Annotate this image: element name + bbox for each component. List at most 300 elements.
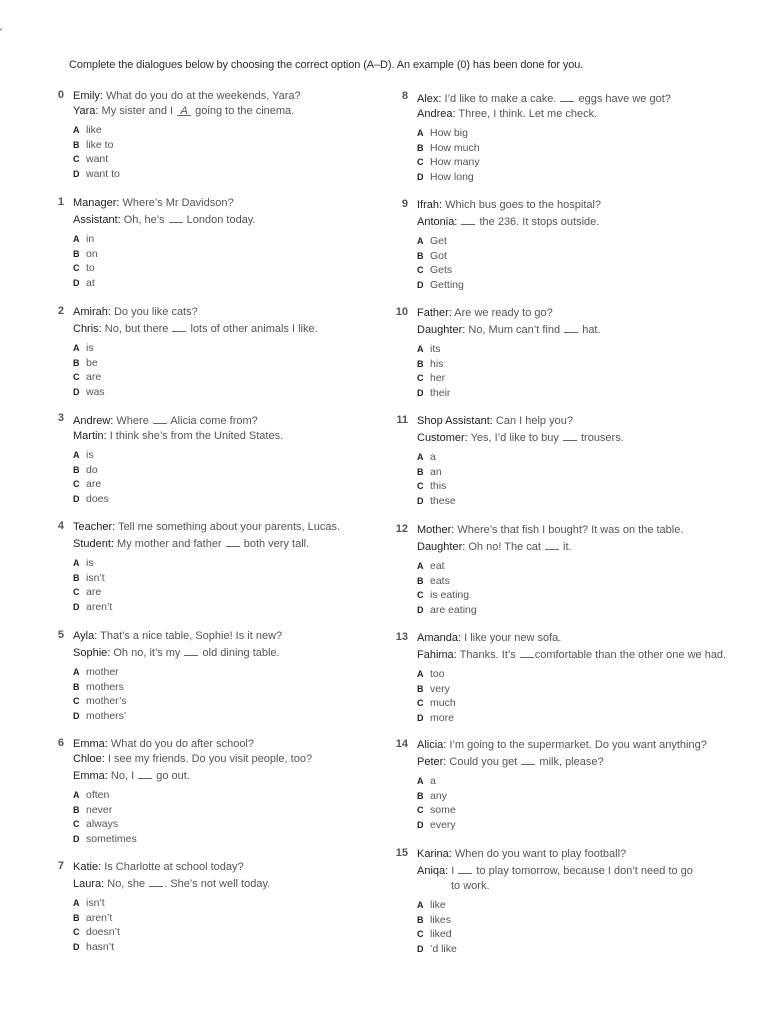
speaker-name: Andrew: bbox=[73, 415, 117, 427]
option-a[interactable] bbox=[417, 898, 693, 913]
dialogue-line bbox=[417, 90, 671, 107]
option-b[interactable] bbox=[73, 247, 256, 262]
dialogue-text: What do you do at the weekends, Yara? bbox=[106, 90, 301, 102]
option-text: is bbox=[86, 342, 94, 354]
option-text: are bbox=[86, 371, 102, 384]
option-a[interactable] bbox=[417, 559, 683, 574]
option-b[interactable] bbox=[417, 789, 707, 804]
dialogue-text: No, I bbox=[110, 770, 138, 782]
option-letter: B bbox=[73, 248, 80, 259]
question-number: 6 bbox=[57, 737, 64, 749]
dialogue-text: No, she bbox=[107, 878, 149, 890]
option-letter: D bbox=[417, 387, 424, 398]
option-text: aren’t bbox=[86, 911, 113, 924]
option-text: their bbox=[430, 386, 451, 399]
option-letter: B bbox=[417, 142, 424, 153]
dialogue-line bbox=[73, 629, 282, 644]
option-text: likes bbox=[430, 913, 452, 926]
option-text: never bbox=[86, 803, 113, 816]
option-c[interactable] bbox=[73, 477, 283, 492]
dialogue-text: old dining table. bbox=[199, 647, 280, 659]
answer-options bbox=[417, 559, 683, 617]
dialogue-text: Where’s Mr Davidson? bbox=[122, 197, 234, 209]
dialogue-line bbox=[73, 860, 270, 875]
question-1 bbox=[52, 196, 256, 290]
dialogue-text: Are we ready to go? bbox=[454, 307, 553, 319]
dialogue-line bbox=[417, 631, 726, 646]
option-text: is eating bbox=[430, 589, 470, 602]
option-text: How much bbox=[430, 141, 480, 154]
option-letter: B bbox=[73, 139, 80, 150]
answer-options bbox=[417, 774, 707, 832]
option-text: doesn’t bbox=[86, 926, 120, 939]
option-c[interactable] bbox=[417, 588, 683, 603]
option-text: do bbox=[86, 463, 98, 476]
speaker-name: Alex: bbox=[417, 93, 445, 105]
option-text: ’d like bbox=[430, 942, 457, 955]
dialogue-text: Which bus goes to the hospital? bbox=[445, 199, 602, 211]
option-text: How big bbox=[430, 127, 468, 139]
dialogue-line bbox=[417, 847, 693, 862]
option-d[interactable] bbox=[417, 818, 707, 833]
option-d[interactable] bbox=[417, 603, 683, 618]
option-letter: D bbox=[417, 712, 424, 723]
option-d[interactable] bbox=[73, 940, 270, 955]
option-d[interactable] bbox=[417, 711, 726, 726]
speaker-name: Teacher: bbox=[73, 521, 119, 533]
option-a[interactable] bbox=[73, 123, 301, 138]
option-a[interactable] bbox=[417, 234, 601, 249]
option-letter: A bbox=[73, 790, 80, 800]
option-text: any bbox=[430, 789, 447, 802]
speaker-name: Sophie: bbox=[73, 647, 114, 659]
answer-options bbox=[73, 232, 256, 290]
question-14 bbox=[396, 738, 707, 832]
speaker-name: Ayla: bbox=[73, 630, 101, 642]
option-letter: B bbox=[73, 572, 80, 583]
speaker-name: Manager: bbox=[73, 197, 123, 209]
page-edge-mark bbox=[0, 28, 2, 31]
option-letter: C bbox=[73, 819, 80, 830]
answer-options bbox=[73, 665, 282, 723]
option-b[interactable] bbox=[73, 680, 282, 695]
question-15 bbox=[396, 847, 693, 956]
dialogue-line bbox=[417, 738, 707, 753]
option-text: at bbox=[86, 276, 95, 289]
dialogue-text: I bbox=[451, 865, 458, 877]
question-number: 12 bbox=[395, 523, 408, 535]
answer-options bbox=[417, 342, 601, 400]
question-number: 2 bbox=[57, 305, 64, 317]
option-text: always bbox=[86, 818, 119, 831]
answer-blank bbox=[226, 535, 240, 547]
dialogue-text: My sister and I bbox=[101, 105, 177, 117]
option-letter: B bbox=[417, 358, 424, 369]
option-c[interactable] bbox=[73, 261, 256, 276]
option-c[interactable] bbox=[417, 696, 726, 711]
dialogue-line bbox=[73, 320, 318, 337]
dialogue-line bbox=[73, 520, 340, 535]
option-a[interactable] bbox=[73, 232, 256, 247]
option-letter: C bbox=[73, 696, 80, 707]
option-b[interactable] bbox=[73, 356, 318, 371]
option-letter: A bbox=[73, 558, 80, 568]
speaker-name: Andrea: bbox=[417, 108, 459, 120]
speaker-name: Shop Assistant: bbox=[417, 415, 496, 427]
option-text: mother bbox=[86, 666, 119, 678]
option-d[interactable] bbox=[73, 709, 282, 724]
option-letter: A bbox=[73, 343, 80, 353]
option-text: these bbox=[430, 494, 456, 507]
dialogue-line bbox=[417, 198, 601, 213]
option-letter: D bbox=[73, 710, 80, 721]
option-b[interactable] bbox=[417, 141, 671, 156]
question-number: 15 bbox=[395, 847, 408, 859]
option-c[interactable] bbox=[73, 152, 301, 167]
option-text: too bbox=[430, 668, 445, 680]
option-letter: B bbox=[73, 804, 80, 815]
option-c[interactable] bbox=[417, 155, 671, 170]
speaker-name: Amirah: bbox=[73, 306, 114, 318]
dialogue-text: London today. bbox=[183, 214, 256, 226]
option-text: want to bbox=[86, 167, 120, 180]
dialogue-text: Oh no, it’s my bbox=[113, 647, 184, 659]
option-letter: D bbox=[73, 601, 80, 612]
question-12 bbox=[396, 523, 683, 617]
dialogue-line bbox=[73, 875, 270, 892]
option-d[interactable] bbox=[73, 492, 283, 507]
option-text: his bbox=[430, 357, 444, 370]
answer-options bbox=[73, 123, 301, 181]
speaker-name: Fahima: bbox=[417, 649, 460, 661]
option-letter: B bbox=[73, 464, 80, 475]
option-letter: C bbox=[417, 590, 424, 601]
answer-blank bbox=[545, 538, 559, 550]
dialogue-line bbox=[73, 104, 301, 119]
option-text: eat bbox=[430, 560, 445, 572]
dialogue-text: Can I help you? bbox=[495, 415, 573, 427]
dialogue-text: going to the cinema. bbox=[192, 105, 295, 117]
option-d[interactable] bbox=[73, 385, 318, 400]
dialogue-line bbox=[417, 107, 671, 122]
option-text: Getting bbox=[430, 278, 464, 291]
option-letter: C bbox=[73, 927, 80, 938]
option-c[interactable] bbox=[73, 370, 318, 385]
speaker-name: Laura: bbox=[73, 878, 108, 890]
option-letter: A bbox=[417, 128, 424, 138]
answer-options bbox=[417, 234, 601, 292]
answer-blank bbox=[458, 862, 472, 874]
option-d[interactable] bbox=[73, 832, 312, 847]
option-a[interactable] bbox=[73, 896, 270, 911]
option-b[interactable] bbox=[73, 803, 312, 818]
option-a[interactable] bbox=[417, 126, 671, 141]
dialogue-line bbox=[417, 414, 624, 429]
option-letter: C bbox=[417, 805, 424, 816]
dialogue-line bbox=[73, 429, 283, 444]
option-a[interactable] bbox=[73, 788, 312, 803]
option-letter: C bbox=[417, 265, 424, 276]
speaker-name: Martin: bbox=[73, 430, 110, 442]
speaker-name: Student: bbox=[73, 538, 118, 550]
option-text: often bbox=[86, 789, 110, 801]
option-d[interactable] bbox=[417, 494, 624, 509]
option-text: mother’s bbox=[86, 695, 127, 708]
option-text: hasn’t bbox=[86, 940, 115, 953]
answer-blank bbox=[521, 753, 535, 765]
option-letter: C bbox=[417, 157, 424, 168]
speaker-name: Ifrah: bbox=[417, 199, 446, 211]
speaker-name: Father: bbox=[417, 307, 455, 319]
option-c[interactable] bbox=[73, 817, 312, 832]
option-letter: A bbox=[73, 898, 80, 908]
option-text: to bbox=[86, 262, 95, 275]
dialogue-line bbox=[417, 429, 624, 446]
dialogue-text: go out. bbox=[153, 770, 190, 782]
dialogue-line bbox=[417, 879, 693, 894]
answer-options bbox=[73, 788, 312, 846]
dialogue-text: Three, I think. Let me check. bbox=[458, 108, 598, 120]
option-b[interactable] bbox=[417, 357, 601, 372]
question-number: 0 bbox=[57, 89, 64, 101]
answer-blank bbox=[520, 646, 534, 658]
option-text: does bbox=[86, 492, 109, 505]
option-text: liked bbox=[430, 928, 452, 941]
speaker-name: Emma: bbox=[73, 770, 111, 782]
option-letter: B bbox=[417, 250, 424, 261]
speaker-name: Daughter: bbox=[417, 324, 469, 336]
question-7 bbox=[52, 860, 270, 954]
option-letter: D bbox=[73, 941, 80, 952]
question-4 bbox=[52, 520, 340, 614]
option-letter: D bbox=[417, 819, 424, 830]
speaker-name: Chloe: bbox=[73, 753, 108, 765]
option-c[interactable] bbox=[73, 925, 270, 940]
dialogue-line bbox=[73, 305, 318, 320]
option-letter: B bbox=[417, 790, 424, 801]
option-text: mothers’ bbox=[86, 709, 127, 722]
speaker-name: Aniqa: bbox=[417, 865, 452, 877]
option-d[interactable] bbox=[417, 170, 671, 185]
option-text: much bbox=[430, 697, 456, 710]
option-text: mothers bbox=[86, 680, 124, 693]
dialogue-text: My mother and father bbox=[117, 538, 225, 550]
option-letter: C bbox=[73, 587, 80, 598]
answer-blank bbox=[184, 644, 198, 656]
option-d[interactable] bbox=[417, 942, 693, 957]
option-letter: A bbox=[417, 776, 424, 786]
answer-options bbox=[417, 450, 624, 508]
question-13 bbox=[396, 631, 726, 725]
option-a[interactable] bbox=[73, 665, 282, 680]
option-d[interactable] bbox=[417, 386, 601, 401]
option-text: eats bbox=[430, 574, 450, 587]
dialogue-text: milk, please? bbox=[536, 756, 604, 768]
option-text: like bbox=[86, 124, 102, 136]
option-text: its bbox=[430, 343, 441, 355]
option-b[interactable] bbox=[73, 138, 301, 153]
option-text: very bbox=[430, 682, 450, 695]
dialogue-line bbox=[73, 644, 282, 661]
question-8 bbox=[396, 90, 671, 184]
speaker-name: Emily: bbox=[73, 90, 106, 102]
dialogue-text: What do you do after school? bbox=[110, 738, 254, 750]
option-c[interactable] bbox=[73, 694, 282, 709]
option-text: a bbox=[430, 451, 436, 463]
option-b[interactable] bbox=[417, 574, 683, 589]
option-d[interactable] bbox=[417, 278, 601, 293]
dialogue-text: Is Charlotte at school today? bbox=[104, 861, 244, 873]
option-b[interactable] bbox=[417, 682, 726, 697]
option-letter: A bbox=[73, 450, 80, 460]
dialogue-text: Oh, he’s bbox=[123, 214, 168, 226]
option-text: some bbox=[430, 804, 456, 817]
dialogue-text: I’d like to make a cake. bbox=[444, 93, 560, 105]
option-text: How long bbox=[430, 170, 474, 183]
dialogue-line bbox=[417, 306, 601, 321]
answer-options bbox=[417, 126, 671, 184]
option-c[interactable] bbox=[417, 803, 707, 818]
option-letter: A bbox=[417, 669, 424, 679]
question-number: 10 bbox=[395, 306, 408, 318]
option-letter: D bbox=[73, 833, 80, 844]
option-text: was bbox=[86, 385, 105, 398]
dialogue-text: I see my friends. Do you visit people, too? bbox=[107, 753, 313, 765]
dialogue-line bbox=[417, 321, 601, 338]
dialogue-text: I think she’s from the United States. bbox=[109, 430, 284, 442]
option-text: Gets bbox=[430, 264, 453, 277]
dialogue-text: hat. bbox=[579, 324, 601, 336]
question-number: 9 bbox=[401, 198, 408, 210]
question-number: 7 bbox=[57, 860, 64, 872]
option-a[interactable] bbox=[73, 448, 283, 463]
dialogue-line bbox=[417, 862, 693, 879]
option-d[interactable] bbox=[73, 600, 340, 615]
option-c[interactable] bbox=[417, 263, 601, 278]
option-a[interactable] bbox=[417, 667, 726, 682]
dialogue-text: lots of other animals I like. bbox=[187, 323, 318, 335]
option-a[interactable] bbox=[417, 342, 601, 357]
option-b[interactable] bbox=[73, 463, 283, 478]
dialogue-line bbox=[417, 213, 601, 230]
option-text: Get bbox=[430, 235, 447, 247]
speaker-name: Alicia: bbox=[417, 739, 450, 751]
option-letter: C bbox=[417, 481, 424, 492]
question-11 bbox=[396, 414, 624, 508]
dialogue-text: to play tomorrow, because I don’t need to go bbox=[473, 865, 693, 877]
option-c[interactable] bbox=[73, 585, 340, 600]
speaker-name: Karina: bbox=[417, 848, 455, 860]
question-number: 13 bbox=[395, 631, 408, 643]
question-number: 5 bbox=[57, 629, 64, 641]
dialogue-line bbox=[73, 535, 340, 552]
option-text: every bbox=[430, 818, 456, 831]
option-letter: B bbox=[417, 683, 424, 694]
dialogue-text: I like your new sofa. bbox=[464, 632, 562, 644]
answer-blank bbox=[172, 320, 186, 332]
option-letter: C bbox=[417, 373, 424, 384]
dialogue-line bbox=[73, 752, 312, 767]
option-text: Got bbox=[430, 249, 447, 262]
example-answer: A bbox=[177, 104, 191, 116]
question-9 bbox=[396, 198, 601, 292]
option-letter: B bbox=[73, 912, 80, 923]
option-a[interactable] bbox=[73, 341, 318, 356]
option-letter: C bbox=[417, 698, 424, 709]
option-a[interactable] bbox=[73, 556, 340, 571]
answer-blank bbox=[560, 90, 574, 102]
option-text: isn’t bbox=[86, 571, 105, 584]
answer-blank bbox=[461, 213, 475, 225]
option-letter: A bbox=[417, 900, 424, 910]
option-text: a bbox=[430, 775, 436, 787]
question-number: 3 bbox=[57, 412, 64, 424]
option-c[interactable] bbox=[417, 371, 601, 386]
question-5 bbox=[52, 629, 282, 723]
option-b[interactable] bbox=[417, 913, 693, 928]
option-text: How many bbox=[430, 156, 480, 169]
answer-options bbox=[417, 667, 726, 725]
answer-blank bbox=[138, 767, 152, 779]
question-number: 4 bbox=[57, 520, 64, 532]
dialogue-text: . She’s not well today. bbox=[164, 878, 271, 890]
option-c[interactable] bbox=[417, 927, 693, 942]
speaker-name: Antonia: bbox=[417, 216, 461, 228]
option-d[interactable] bbox=[73, 276, 256, 291]
answer-blank bbox=[564, 321, 578, 333]
option-letter: B bbox=[417, 575, 424, 586]
option-b[interactable] bbox=[417, 465, 624, 480]
option-letter: A bbox=[417, 236, 424, 246]
option-letter: A bbox=[73, 234, 80, 244]
speaker-name: Amanda: bbox=[417, 632, 465, 644]
option-text: on bbox=[86, 247, 98, 260]
option-a[interactable] bbox=[417, 450, 624, 465]
question-2 bbox=[52, 305, 318, 399]
option-text: like bbox=[430, 899, 446, 911]
option-text: like to bbox=[86, 138, 114, 151]
dialogue-text: No, Mum can’t find bbox=[468, 324, 564, 336]
option-text: is bbox=[86, 557, 94, 569]
answer-blank bbox=[563, 429, 577, 441]
option-b[interactable] bbox=[417, 249, 601, 264]
dialogue-text: That’s a nice table, Sophie! Is it new? bbox=[100, 630, 283, 642]
speaker-name: Peter: bbox=[417, 756, 450, 768]
option-text: are eating bbox=[430, 603, 477, 616]
dialogue-line bbox=[73, 211, 256, 228]
dialogue-text: both very tall. bbox=[240, 538, 310, 550]
dialogue-text: comfortable than the other one we had. bbox=[534, 649, 727, 661]
option-d[interactable] bbox=[73, 167, 301, 182]
option-c[interactable] bbox=[417, 479, 624, 494]
option-letter: A bbox=[73, 667, 80, 677]
speaker-name: Yara: bbox=[73, 105, 102, 117]
option-a[interactable] bbox=[417, 774, 707, 789]
option-b[interactable] bbox=[73, 911, 270, 926]
option-text: sometimes bbox=[86, 832, 137, 845]
option-text: an bbox=[430, 465, 442, 478]
option-text: are bbox=[86, 586, 102, 599]
speaker-name: Mother: bbox=[417, 524, 458, 536]
speaker-name: Emma: bbox=[73, 738, 111, 750]
option-text: are bbox=[86, 478, 102, 491]
dialogue-text: trousers. bbox=[577, 432, 624, 444]
option-b[interactable] bbox=[73, 571, 340, 586]
dialogue-line bbox=[417, 646, 726, 663]
dialogue-line bbox=[73, 767, 312, 784]
option-text: want bbox=[86, 153, 109, 166]
question-10 bbox=[396, 306, 601, 400]
